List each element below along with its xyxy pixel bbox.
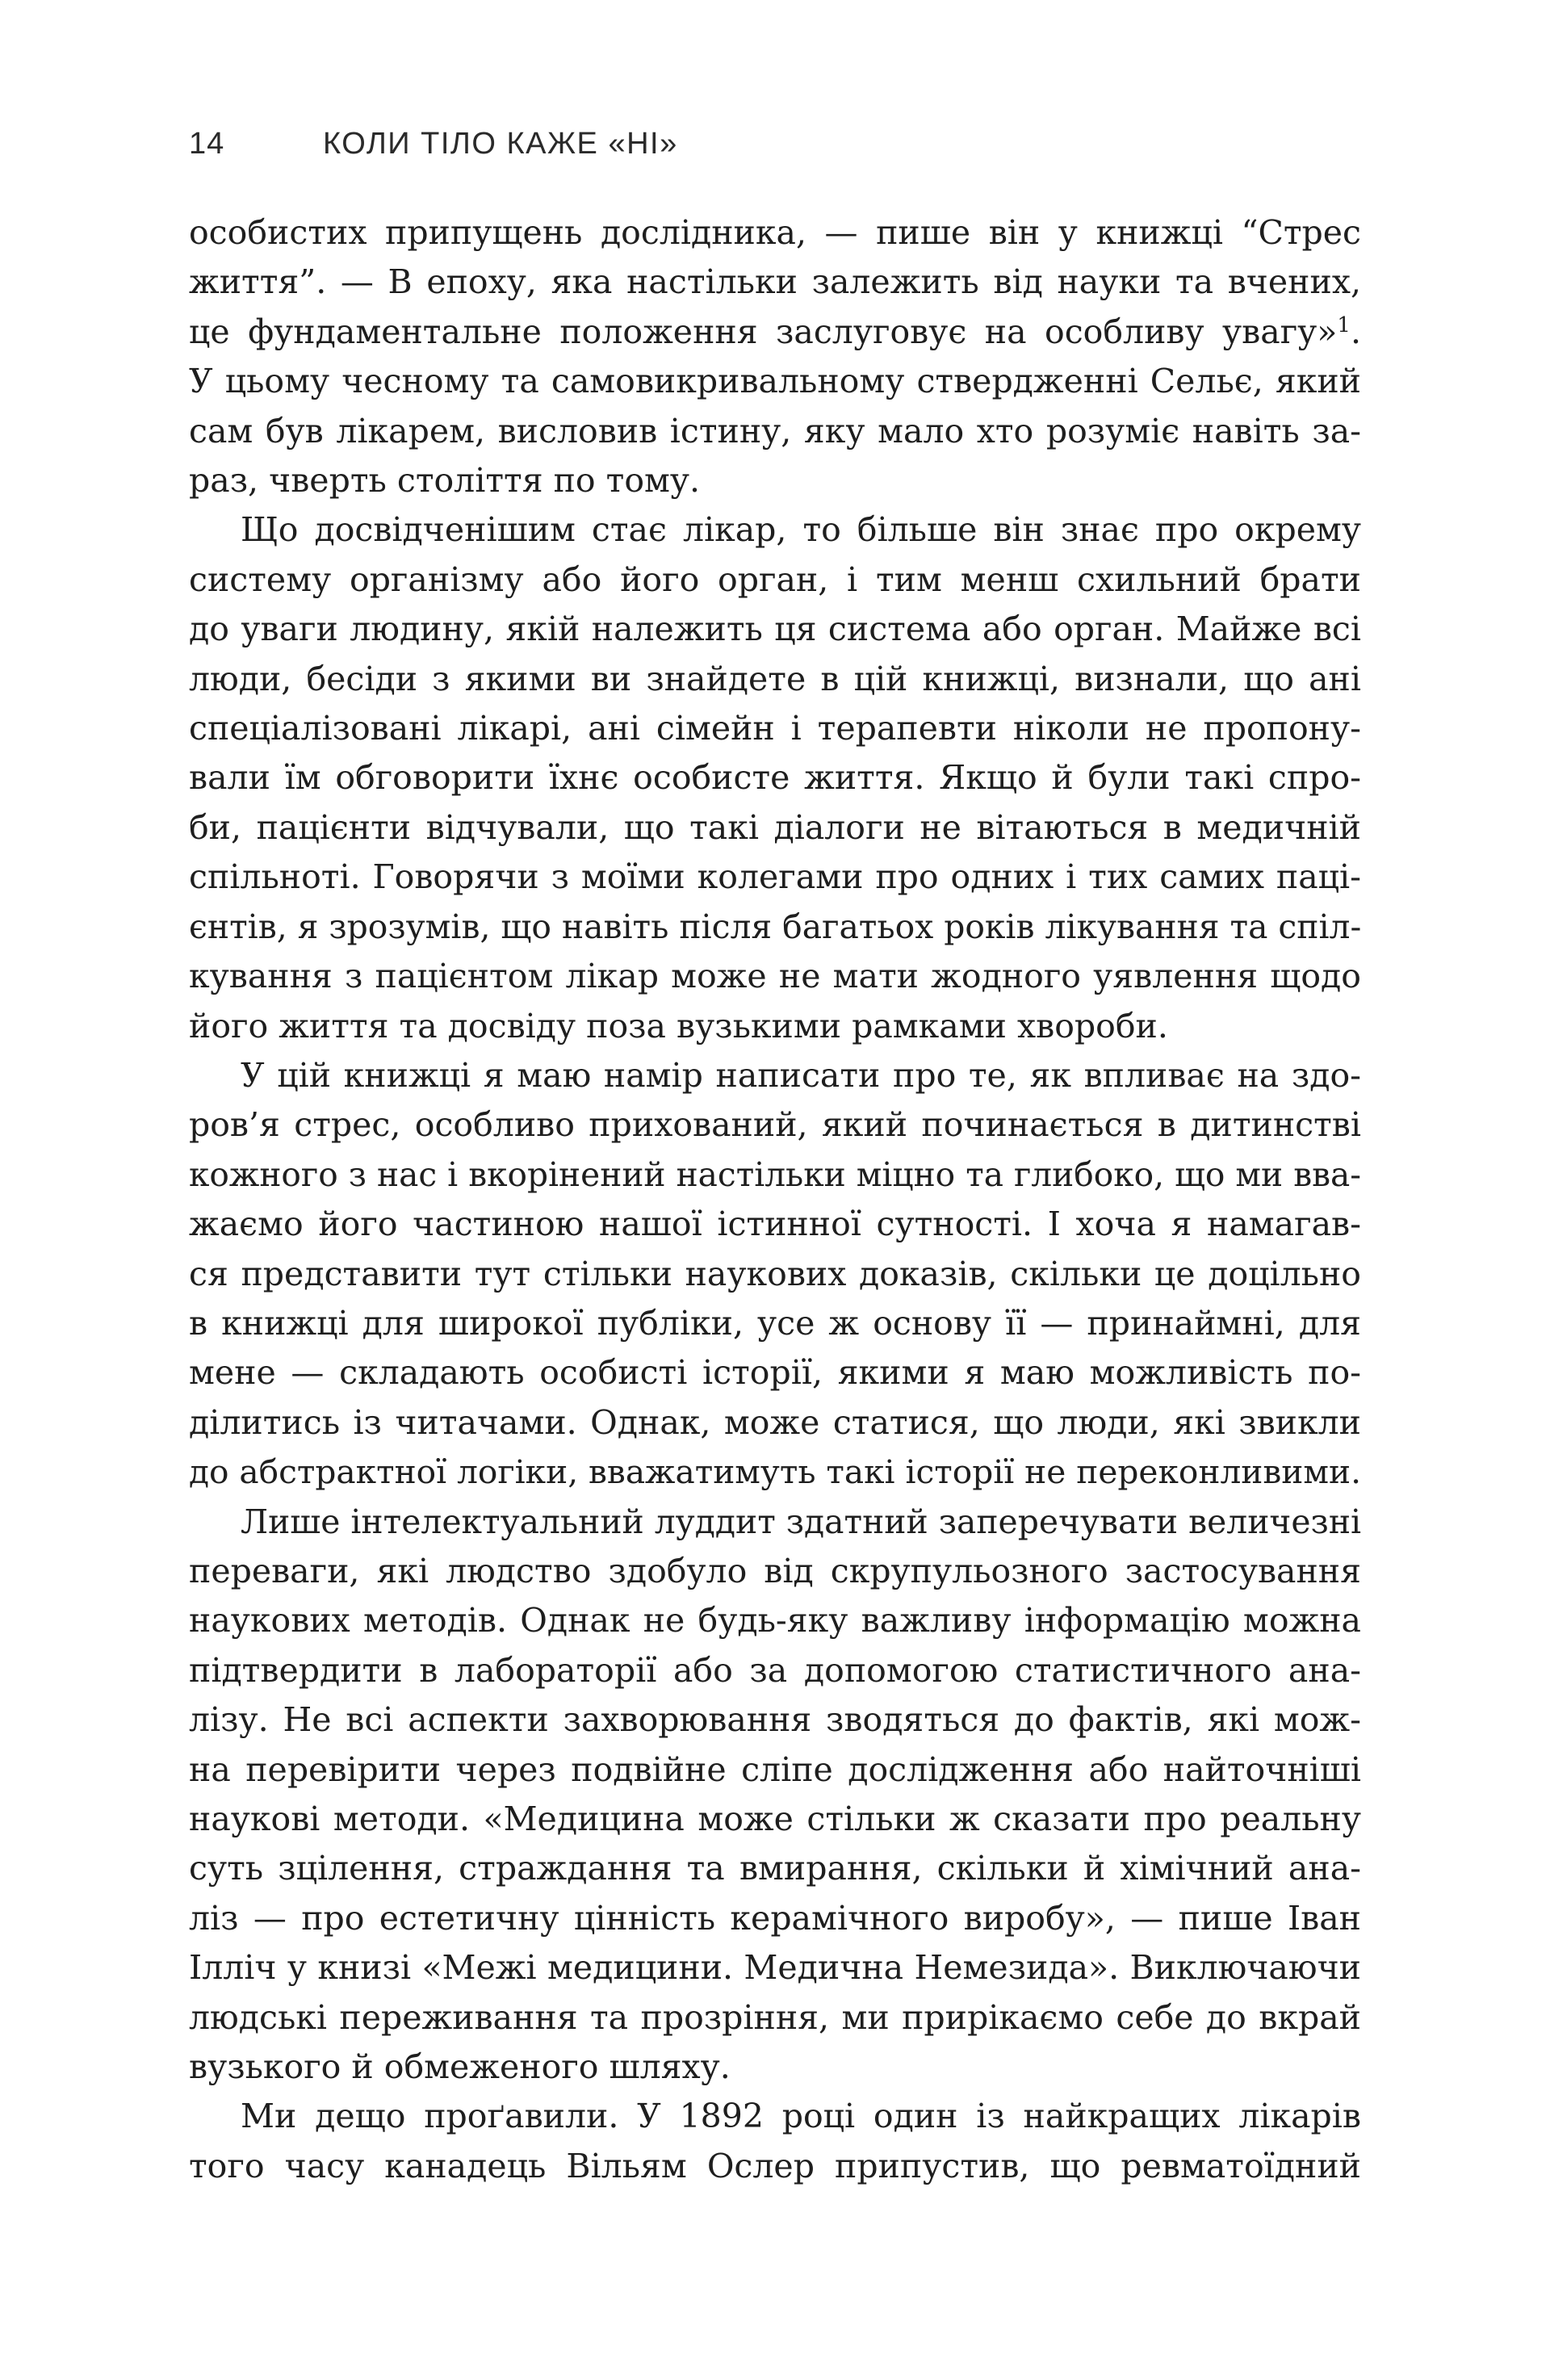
text-line: життя”. — В епоху, яка настільки залежить від науки та вчених, (189, 262, 1361, 302)
text-line: його життя та досвіду поза вузькими рамками хвороби. (189, 1006, 1168, 1045)
text-line: людські переживання та прозріння, ми прирікаємо себе до вкрай (189, 1997, 1361, 2037)
text-line: раз, чверть століття по тому. (189, 461, 701, 501)
text-line: спільноті. Говорячи з моїми колегами про одних і тих самих паці- (189, 857, 1361, 897)
text-line: Лише інтелектуальний луддит здатний заперечувати величезні (241, 1502, 1362, 1541)
text-line: би, пацієнти відчували, що такі діалоги не вітаються в медичній (189, 807, 1361, 847)
text-line: лізу. Не всі аспекти захворювання зводяться до фактів, які мож- (189, 1700, 1361, 1740)
text-line: вали їм обговорити їхнє особисте життя. Якщо й були такі спро- (189, 758, 1361, 798)
text-line: люди, бесіди з якими ви знайдете в цій книжці, визнали, що ані (189, 659, 1361, 698)
text-line: особистих припущень дослідника, — пише він у книжці “Стрес (189, 213, 1361, 252)
text-line: У цьому чесному та самовикривальному ствердженні Сельє, який (189, 362, 1361, 401)
text-line: Ми дещо проґавили. У 1892 році один із найкращих лікарів (241, 2097, 1361, 2136)
paragraph (189, 2092, 1361, 2191)
text-line: на перевірити через подвійне сліпе дослідження або найточніші (189, 1749, 1361, 1789)
text-line: до уваги людину, якій належить ця система або орган. Майже всі (189, 610, 1361, 649)
text-line: сам був лікарем, висловив істину, яку мало хто розуміє навіть за- (189, 411, 1361, 450)
running-head (189, 119, 678, 168)
text-line: систему організму або його орган, і тим менш схильний брати (189, 559, 1361, 599)
text-line: наукові методи. «Медицина може стільки ж сказати про реальну (189, 1800, 1361, 1838)
footnote-trailing-punct: . (1350, 312, 1361, 351)
paragraph (189, 505, 1361, 1050)
text-line: вузького й обмеженого шляху. (189, 2047, 731, 2087)
text-line: мене — складають особисті історії, якими я маю можливість по- (189, 1353, 1361, 1393)
text-line: наукових методів. Однак не будь-яку важливу інформацію можна (189, 1601, 1361, 1640)
book-title: КОЛИ ТІЛО КАЖЕ «НІ» (323, 126, 678, 161)
text-line: спеціалізовані лікарі, ані сімейн і терапевти ніколи не пропону- (189, 709, 1361, 748)
body-text (189, 208, 1361, 2191)
text-line: ся представити тут стільки наукових доказів, скільки це доцільно (189, 1254, 1361, 1293)
text-line: Ілліч у книзі «Межі медицини. Медична Немезида». Виключаючи (189, 1948, 1361, 1988)
text-line: того часу канадець Вільям Ослер припустив, що ревматоїдний (189, 2146, 1361, 2185)
text-line: суть зцілення, страждання та вмирання, скільки й хімічний ана- (189, 1849, 1361, 1888)
text-line: кожного з нас і вкорінений настільки міцно та глибоко, що ми вва- (189, 1154, 1361, 1194)
text-line: це фундаментальне положення заслуговує на особливу увагу»$^1$. (189, 312, 1361, 351)
text-line: підтвердити в лабораторії або за допомогою статистичного ана- (189, 1650, 1361, 1690)
paragraph (189, 208, 1361, 505)
text-line: єнтів, я зрозумів, що навіть після багатьох років лікування та спіл- (189, 907, 1362, 946)
text-line: Що досвідченішим стає лікар, то більше він знає про окрему (241, 510, 1361, 550)
text-line: переваги, які людство здобуло від скрупульозного застосування (189, 1551, 1361, 1590)
text-line: жаємо його частиною нашої істинної сутності. І хоча я намагав- (189, 1205, 1361, 1244)
text-line: У цій книжці я маю намір написати про те, як впливає на здо- (241, 1055, 1361, 1095)
text-line: до абстрактної логіки, вважатимуть такі історії не переконливими. (189, 1452, 1362, 1492)
paragraph (189, 1498, 1361, 2093)
paragraph (189, 1051, 1361, 1498)
text-line: ров’я стрес, особливо прихований, який починається в дитинстві (189, 1105, 1361, 1145)
text-line: кування з пацієнтом лікар може не мати жодного уявлення щодо (189, 957, 1361, 996)
text-line: ділитись із читачами. Однак, може статися, що люди, які звикли (189, 1402, 1361, 1442)
text-line: ліз — про естетичну цінність керамічного виробу», — пише Іван (189, 1898, 1361, 1938)
text-line: в книжці для широкої публіки, усе ж основу її — принаймні, для (189, 1303, 1361, 1343)
footnote-marker[interactable]: 1 (1337, 312, 1351, 337)
page-number: 14 (189, 126, 225, 161)
